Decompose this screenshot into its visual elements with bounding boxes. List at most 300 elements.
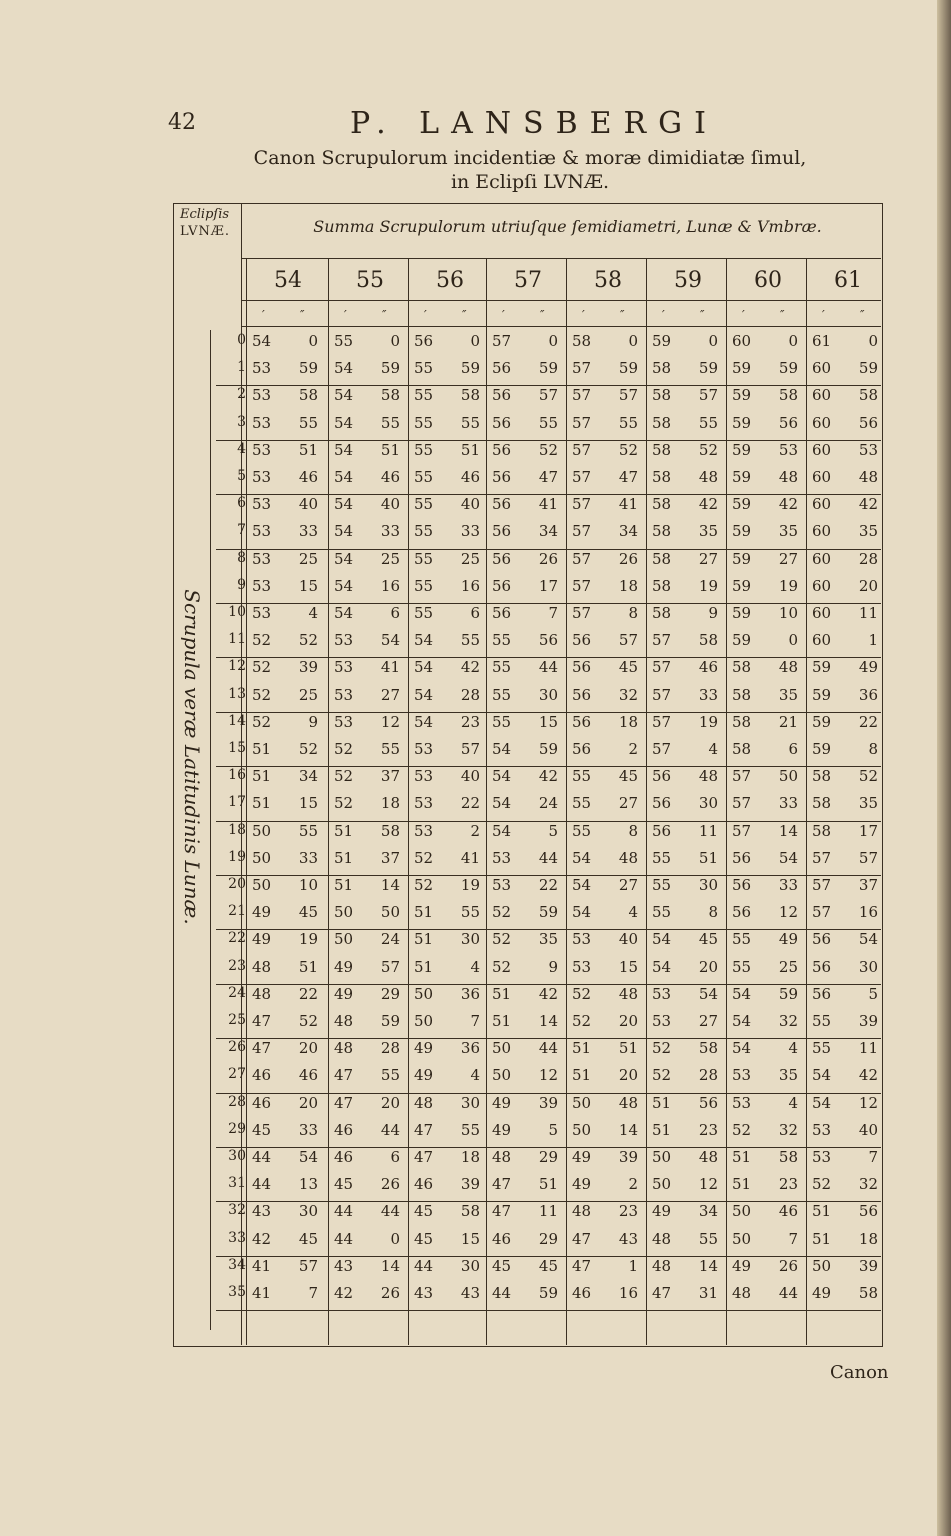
cell-minutes: 41 (380, 658, 400, 677)
cell-degrees: 52 (414, 876, 434, 894)
cell-minutes: 8 (628, 821, 638, 840)
cell-minutes: 54 (380, 631, 400, 650)
cell-minutes: 25 (298, 549, 318, 568)
cell-minutes: 26 (380, 1175, 400, 1194)
cell-degrees: 54 (572, 876, 592, 894)
cell-degrees: 55 (414, 468, 434, 486)
cell-degrees: 59 (732, 576, 752, 595)
cell-degrees: 52 (492, 957, 512, 976)
cell-degrees: 52 (572, 984, 592, 1003)
cell-minutes: 15 (460, 1229, 480, 1248)
row-label: 7 (237, 522, 246, 539)
column-header: 54 (274, 268, 302, 293)
cell-minutes: 30 (698, 876, 718, 894)
cell-minutes: 16 (858, 903, 878, 922)
row-label: 30 (228, 1148, 246, 1164)
cell-degrees: 48 (572, 1202, 592, 1221)
cell-minutes: 30 (698, 794, 718, 813)
cell-minutes: 4 (470, 957, 480, 976)
cell-minutes: 17 (858, 821, 878, 840)
cell-degrees: 57 (732, 794, 752, 813)
cell-degrees: 56 (492, 576, 512, 595)
cell-degrees: 54 (812, 1066, 832, 1085)
cell-degrees: 58 (652, 440, 672, 459)
cell-minutes: 57 (698, 386, 718, 405)
cell-minutes: 55 (380, 413, 400, 432)
cell-degrees: 55 (414, 440, 434, 459)
cell-degrees: 56 (732, 848, 752, 867)
cell-minutes: 27 (778, 549, 798, 568)
cell-minutes: 45 (298, 1229, 318, 1248)
cell-minutes: 9 (708, 604, 718, 622)
row-pair-rule (216, 1310, 881, 1311)
cell-minutes: 30 (460, 1093, 480, 1112)
cell-degrees: 44 (334, 1229, 354, 1248)
cell-minutes: 14 (778, 821, 798, 840)
cell-degrees: 60 (812, 413, 832, 432)
cell-minutes: 36 (460, 984, 480, 1003)
cell-degrees: 54 (732, 984, 752, 1003)
cell-degrees: 50 (492, 1066, 512, 1085)
cell-minutes: 22 (298, 984, 318, 1003)
cell-degrees: 47 (252, 1039, 272, 1058)
cell-minutes: 39 (858, 1012, 878, 1030)
cell-degrees: 58 (732, 712, 752, 731)
cell-minutes: 16 (618, 1284, 638, 1302)
cell-minutes: 12 (858, 1093, 878, 1112)
cell-minutes: 23 (778, 1175, 798, 1194)
cell-minutes: 52 (618, 440, 638, 459)
cell-minutes: 30 (298, 1202, 318, 1221)
cell-degrees: 47 (492, 1202, 512, 1221)
row-label: 14 (228, 712, 246, 729)
cell-minutes: 25 (380, 549, 400, 568)
subheader-minutes: ″ (620, 308, 625, 322)
row-label: 26 (228, 1039, 246, 1056)
row-label: 13 (228, 685, 246, 702)
cell-degrees: 60 (812, 359, 832, 378)
cell-degrees: 50 (334, 903, 354, 922)
cell-minutes: 5 (868, 984, 878, 1003)
cell-minutes: 55 (698, 1229, 718, 1248)
cell-minutes: 4 (788, 1093, 798, 1112)
cell-minutes: 44 (778, 1284, 798, 1302)
cell-minutes: 9 (548, 957, 558, 976)
cell-degrees: 60 (812, 631, 832, 650)
cell-degrees: 60 (812, 495, 832, 514)
cell-minutes: 58 (380, 821, 400, 840)
cell-minutes: 4 (628, 903, 638, 922)
cell-minutes: 33 (380, 522, 400, 541)
cell-degrees: 60 (812, 549, 832, 568)
cell-minutes: 59 (538, 740, 558, 758)
cell-minutes: 4 (470, 1066, 480, 1085)
cell-degrees: 46 (334, 1120, 354, 1139)
cell-degrees: 54 (414, 658, 434, 677)
cell-degrees: 56 (492, 604, 512, 622)
cell-minutes: 13 (298, 1175, 318, 1194)
row-label: 25 (228, 1012, 246, 1028)
cell-degrees: 60 (732, 332, 752, 350)
cell-degrees: 55 (652, 903, 672, 922)
cell-degrees: 54 (492, 794, 512, 813)
cell-degrees: 55 (414, 413, 434, 432)
cell-degrees: 50 (414, 1012, 434, 1030)
cell-degrees: 57 (492, 332, 512, 350)
cell-minutes: 19 (778, 576, 798, 595)
cell-degrees: 50 (492, 1039, 512, 1058)
cell-degrees: 54 (492, 740, 512, 758)
cell-minutes: 5 (548, 1120, 558, 1139)
cell-minutes: 27 (380, 685, 400, 704)
row-label: 2 (237, 386, 246, 403)
row-label: 22 (228, 930, 246, 947)
cell-minutes: 52 (858, 767, 878, 786)
cell-minutes: 2 (628, 1175, 638, 1194)
cell-minutes: 32 (778, 1120, 798, 1139)
cell-degrees: 51 (334, 821, 354, 840)
cell-degrees: 54 (334, 495, 354, 514)
column-divider (408, 258, 409, 1345)
cell-minutes: 33 (298, 848, 318, 867)
cell-degrees: 51 (414, 903, 434, 922)
cell-degrees: 57 (652, 631, 672, 650)
cell-degrees: 56 (652, 794, 672, 813)
cell-minutes: 7 (868, 1148, 878, 1166)
cell-minutes: 0 (868, 332, 878, 350)
cell-minutes: 40 (460, 495, 480, 514)
cell-degrees: 46 (492, 1229, 512, 1248)
header-rule (241, 258, 881, 259)
cell-degrees: 50 (652, 1148, 672, 1166)
running-head: P. LANSBERGI (350, 106, 718, 141)
cell-minutes: 42 (538, 767, 558, 786)
cell-minutes: 14 (618, 1120, 638, 1139)
cell-minutes: 51 (618, 1039, 638, 1058)
cell-degrees: 54 (334, 386, 354, 405)
cell-degrees: 57 (652, 740, 672, 758)
cell-degrees: 49 (334, 984, 354, 1003)
cell-degrees: 48 (252, 984, 272, 1003)
cell-minutes: 36 (858, 685, 878, 704)
cell-minutes: 59 (698, 359, 718, 378)
cell-degrees: 58 (732, 685, 752, 704)
cell-degrees: 58 (732, 740, 752, 758)
cell-degrees: 58 (732, 658, 752, 677)
cell-degrees: 56 (572, 685, 592, 704)
cell-minutes: 54 (778, 848, 798, 867)
cell-minutes: 37 (380, 848, 400, 867)
cell-degrees: 51 (732, 1175, 752, 1194)
cell-degrees: 46 (572, 1284, 592, 1302)
cell-degrees: 45 (492, 1256, 512, 1275)
cell-minutes: 33 (298, 1120, 318, 1139)
cell-minutes: 33 (778, 794, 798, 813)
cell-minutes: 8 (868, 740, 878, 758)
cell-degrees: 56 (492, 413, 512, 432)
cell-minutes: 0 (788, 631, 798, 650)
row-label: 21 (228, 903, 246, 920)
cell-minutes: 4 (708, 740, 718, 758)
cell-degrees: 53 (252, 413, 272, 432)
cell-minutes: 51 (698, 848, 718, 867)
cell-minutes: 48 (618, 848, 638, 867)
cell-degrees: 52 (732, 1120, 752, 1139)
cell-degrees: 49 (732, 1256, 752, 1275)
cell-minutes: 7 (788, 1229, 798, 1248)
cell-degrees: 51 (252, 794, 272, 813)
cell-degrees: 43 (252, 1202, 272, 1221)
cell-degrees: 41 (252, 1284, 272, 1302)
cell-degrees: 59 (732, 440, 752, 459)
cell-minutes: 34 (538, 522, 558, 541)
cell-degrees: 57 (732, 767, 752, 786)
cell-minutes: 16 (460, 576, 480, 595)
subheader-degrees: ′ (344, 308, 347, 322)
cell-degrees: 54 (572, 848, 592, 867)
cell-degrees: 49 (334, 957, 354, 976)
page-number: 42 (168, 110, 196, 135)
cell-minutes: 4 (308, 604, 318, 622)
cell-degrees: 48 (652, 1229, 672, 1248)
cell-minutes: 11 (858, 604, 878, 622)
cell-degrees: 55 (572, 821, 592, 840)
cell-degrees: 49 (572, 1148, 592, 1166)
cell-degrees: 53 (252, 468, 272, 486)
cell-minutes: 19 (298, 930, 318, 949)
cell-degrees: 60 (812, 522, 832, 541)
cell-degrees: 44 (414, 1256, 434, 1275)
cell-degrees: 55 (492, 712, 512, 731)
cell-degrees: 48 (252, 957, 272, 976)
cell-degrees: 53 (652, 1012, 672, 1030)
cell-degrees: 57 (572, 522, 592, 541)
cell-degrees: 58 (652, 604, 672, 622)
cell-minutes: 59 (298, 359, 318, 378)
column-divider (486, 258, 487, 1345)
cell-minutes: 59 (538, 359, 558, 378)
row-label: 23 (228, 957, 246, 974)
cell-degrees: 59 (812, 712, 832, 731)
cell-minutes: 57 (618, 631, 638, 650)
cell-minutes: 57 (298, 1256, 318, 1275)
table-caption: Summa Scrupulorum utriuſque ſemidiametri, Lunæ & Vmbræ. (313, 217, 822, 236)
cell-minutes: 57 (538, 386, 558, 405)
cell-degrees: 55 (492, 631, 512, 650)
cell-degrees: 53 (252, 522, 272, 541)
cell-degrees: 59 (732, 631, 752, 650)
cell-minutes: 23 (618, 1202, 638, 1221)
cell-minutes: 44 (380, 1202, 400, 1221)
cell-degrees: 54 (334, 468, 354, 486)
cell-degrees: 55 (414, 576, 434, 595)
cell-minutes: 27 (698, 1012, 718, 1030)
cell-minutes: 56 (698, 1093, 718, 1112)
cell-minutes: 19 (698, 576, 718, 595)
cell-minutes: 10 (778, 604, 798, 622)
cell-minutes: 30 (538, 685, 558, 704)
cell-minutes: 28 (698, 1066, 718, 1085)
cell-minutes: 0 (390, 332, 400, 350)
row-label: 6 (237, 495, 246, 512)
row-label: 15 (228, 740, 246, 756)
cell-minutes: 51 (298, 440, 318, 459)
cell-degrees: 50 (732, 1229, 752, 1248)
cell-degrees: 52 (252, 685, 272, 704)
cell-minutes: 49 (778, 930, 798, 949)
cell-degrees: 56 (492, 522, 512, 541)
cell-minutes: 7 (548, 604, 558, 622)
cell-degrees: 47 (492, 1175, 512, 1194)
cell-minutes: 35 (858, 522, 878, 541)
cell-minutes: 8 (628, 604, 638, 622)
cell-minutes: 59 (778, 359, 798, 378)
cell-degrees: 51 (572, 1066, 592, 1085)
cell-minutes: 9 (308, 712, 318, 731)
cell-degrees: 51 (732, 1148, 752, 1166)
cell-minutes: 45 (618, 658, 638, 677)
cell-degrees: 52 (334, 767, 354, 786)
cell-degrees: 44 (492, 1284, 512, 1302)
cell-degrees: 53 (252, 576, 272, 595)
cell-degrees: 53 (414, 767, 434, 786)
cell-minutes: 55 (298, 413, 318, 432)
cell-minutes: 51 (460, 440, 480, 459)
column-header: 58 (594, 268, 622, 293)
cell-degrees: 56 (572, 631, 592, 650)
cell-degrees: 46 (252, 1066, 272, 1085)
cell-degrees: 57 (652, 685, 672, 704)
cell-minutes: 51 (380, 440, 400, 459)
cell-minutes: 34 (698, 1202, 718, 1221)
cell-minutes: 43 (460, 1284, 480, 1302)
cell-degrees: 59 (732, 604, 752, 622)
cell-minutes: 20 (618, 1012, 638, 1030)
cell-minutes: 28 (858, 549, 878, 568)
cell-degrees: 58 (652, 576, 672, 595)
cell-degrees: 52 (252, 712, 272, 731)
cell-minutes: 56 (538, 631, 558, 650)
cell-degrees: 52 (334, 740, 354, 758)
cell-minutes: 51 (538, 1175, 558, 1194)
cell-degrees: 56 (492, 386, 512, 405)
cell-degrees: 57 (812, 876, 832, 894)
column-header: 60 (754, 268, 782, 293)
cell-minutes: 7 (470, 1012, 480, 1030)
cell-degrees: 51 (414, 930, 434, 949)
cell-degrees: 47 (414, 1148, 434, 1166)
cell-minutes: 11 (698, 821, 718, 840)
cell-minutes: 37 (380, 767, 400, 786)
cell-minutes: 0 (708, 332, 718, 350)
cell-degrees: 54 (652, 930, 672, 949)
cell-minutes: 5 (548, 821, 558, 840)
cell-degrees: 47 (252, 1012, 272, 1030)
cell-degrees: 44 (334, 1202, 354, 1221)
cell-degrees: 44 (252, 1148, 272, 1166)
cell-minutes: 14 (380, 876, 400, 894)
cell-minutes: 55 (380, 1066, 400, 1085)
cell-degrees: 56 (812, 984, 832, 1003)
cell-minutes: 44 (538, 1039, 558, 1058)
cell-degrees: 56 (492, 549, 512, 568)
cell-degrees: 55 (414, 359, 434, 378)
cell-minutes: 26 (538, 549, 558, 568)
cell-minutes: 40 (298, 495, 318, 514)
cell-minutes: 48 (698, 767, 718, 786)
cell-degrees: 51 (652, 1120, 672, 1139)
cell-minutes: 10 (298, 876, 318, 894)
cell-minutes: 58 (858, 1284, 878, 1302)
cell-degrees: 54 (334, 359, 354, 378)
cell-degrees: 47 (414, 1120, 434, 1139)
cell-minutes: 15 (298, 794, 318, 813)
cell-minutes: 42 (858, 1066, 878, 1085)
cell-degrees: 53 (252, 386, 272, 405)
row-label: 24 (228, 984, 246, 1001)
column-header: 55 (356, 268, 384, 293)
cell-degrees: 55 (492, 658, 512, 677)
cell-degrees: 50 (652, 1175, 672, 1194)
cell-minutes: 48 (778, 658, 798, 677)
cell-degrees: 50 (572, 1120, 592, 1139)
cell-minutes: 0 (788, 332, 798, 350)
cell-degrees: 59 (812, 685, 832, 704)
cell-degrees: 50 (252, 821, 272, 840)
cell-degrees: 48 (414, 1093, 434, 1112)
cell-minutes: 55 (538, 413, 558, 432)
row-label: 4 (237, 440, 246, 457)
corner-label-line-2: LVNÆ. (180, 224, 230, 239)
cell-degrees: 47 (652, 1284, 672, 1302)
cell-degrees: 49 (572, 1175, 592, 1194)
cell-degrees: 61 (812, 332, 832, 350)
row-label: 34 (228, 1256, 246, 1273)
cell-minutes: 35 (698, 522, 718, 541)
cell-minutes: 31 (698, 1284, 718, 1302)
cell-degrees: 60 (812, 604, 832, 622)
cell-minutes: 40 (618, 930, 638, 949)
table-title-line-2: in Eclipſi LVNÆ. (450, 171, 610, 193)
cell-minutes: 18 (618, 576, 638, 595)
cell-minutes: 47 (618, 468, 638, 486)
cell-minutes: 59 (460, 359, 480, 378)
cell-degrees: 46 (252, 1093, 272, 1112)
cell-minutes: 59 (538, 903, 558, 922)
cell-degrees: 59 (732, 495, 752, 514)
cell-degrees: 53 (572, 930, 592, 949)
row-label: 8 (237, 549, 246, 566)
subheader-degrees: ′ (262, 308, 265, 322)
cell-degrees: 53 (252, 359, 272, 378)
cell-minutes: 2 (628, 740, 638, 758)
cell-minutes: 58 (778, 1148, 798, 1166)
cell-minutes: 1 (868, 631, 878, 650)
cell-degrees: 56 (652, 767, 672, 786)
cell-minutes: 42 (460, 658, 480, 677)
cell-minutes: 49 (858, 658, 878, 677)
cell-minutes: 19 (698, 712, 718, 731)
cell-degrees: 54 (334, 549, 354, 568)
cell-degrees: 51 (572, 1039, 592, 1058)
cell-minutes: 58 (380, 386, 400, 405)
cell-degrees: 46 (334, 1148, 354, 1166)
cell-degrees: 55 (414, 522, 434, 541)
cell-degrees: 54 (252, 332, 272, 350)
cell-minutes: 58 (460, 386, 480, 405)
cell-minutes: 27 (618, 794, 638, 813)
subheader-rule (241, 300, 881, 301)
